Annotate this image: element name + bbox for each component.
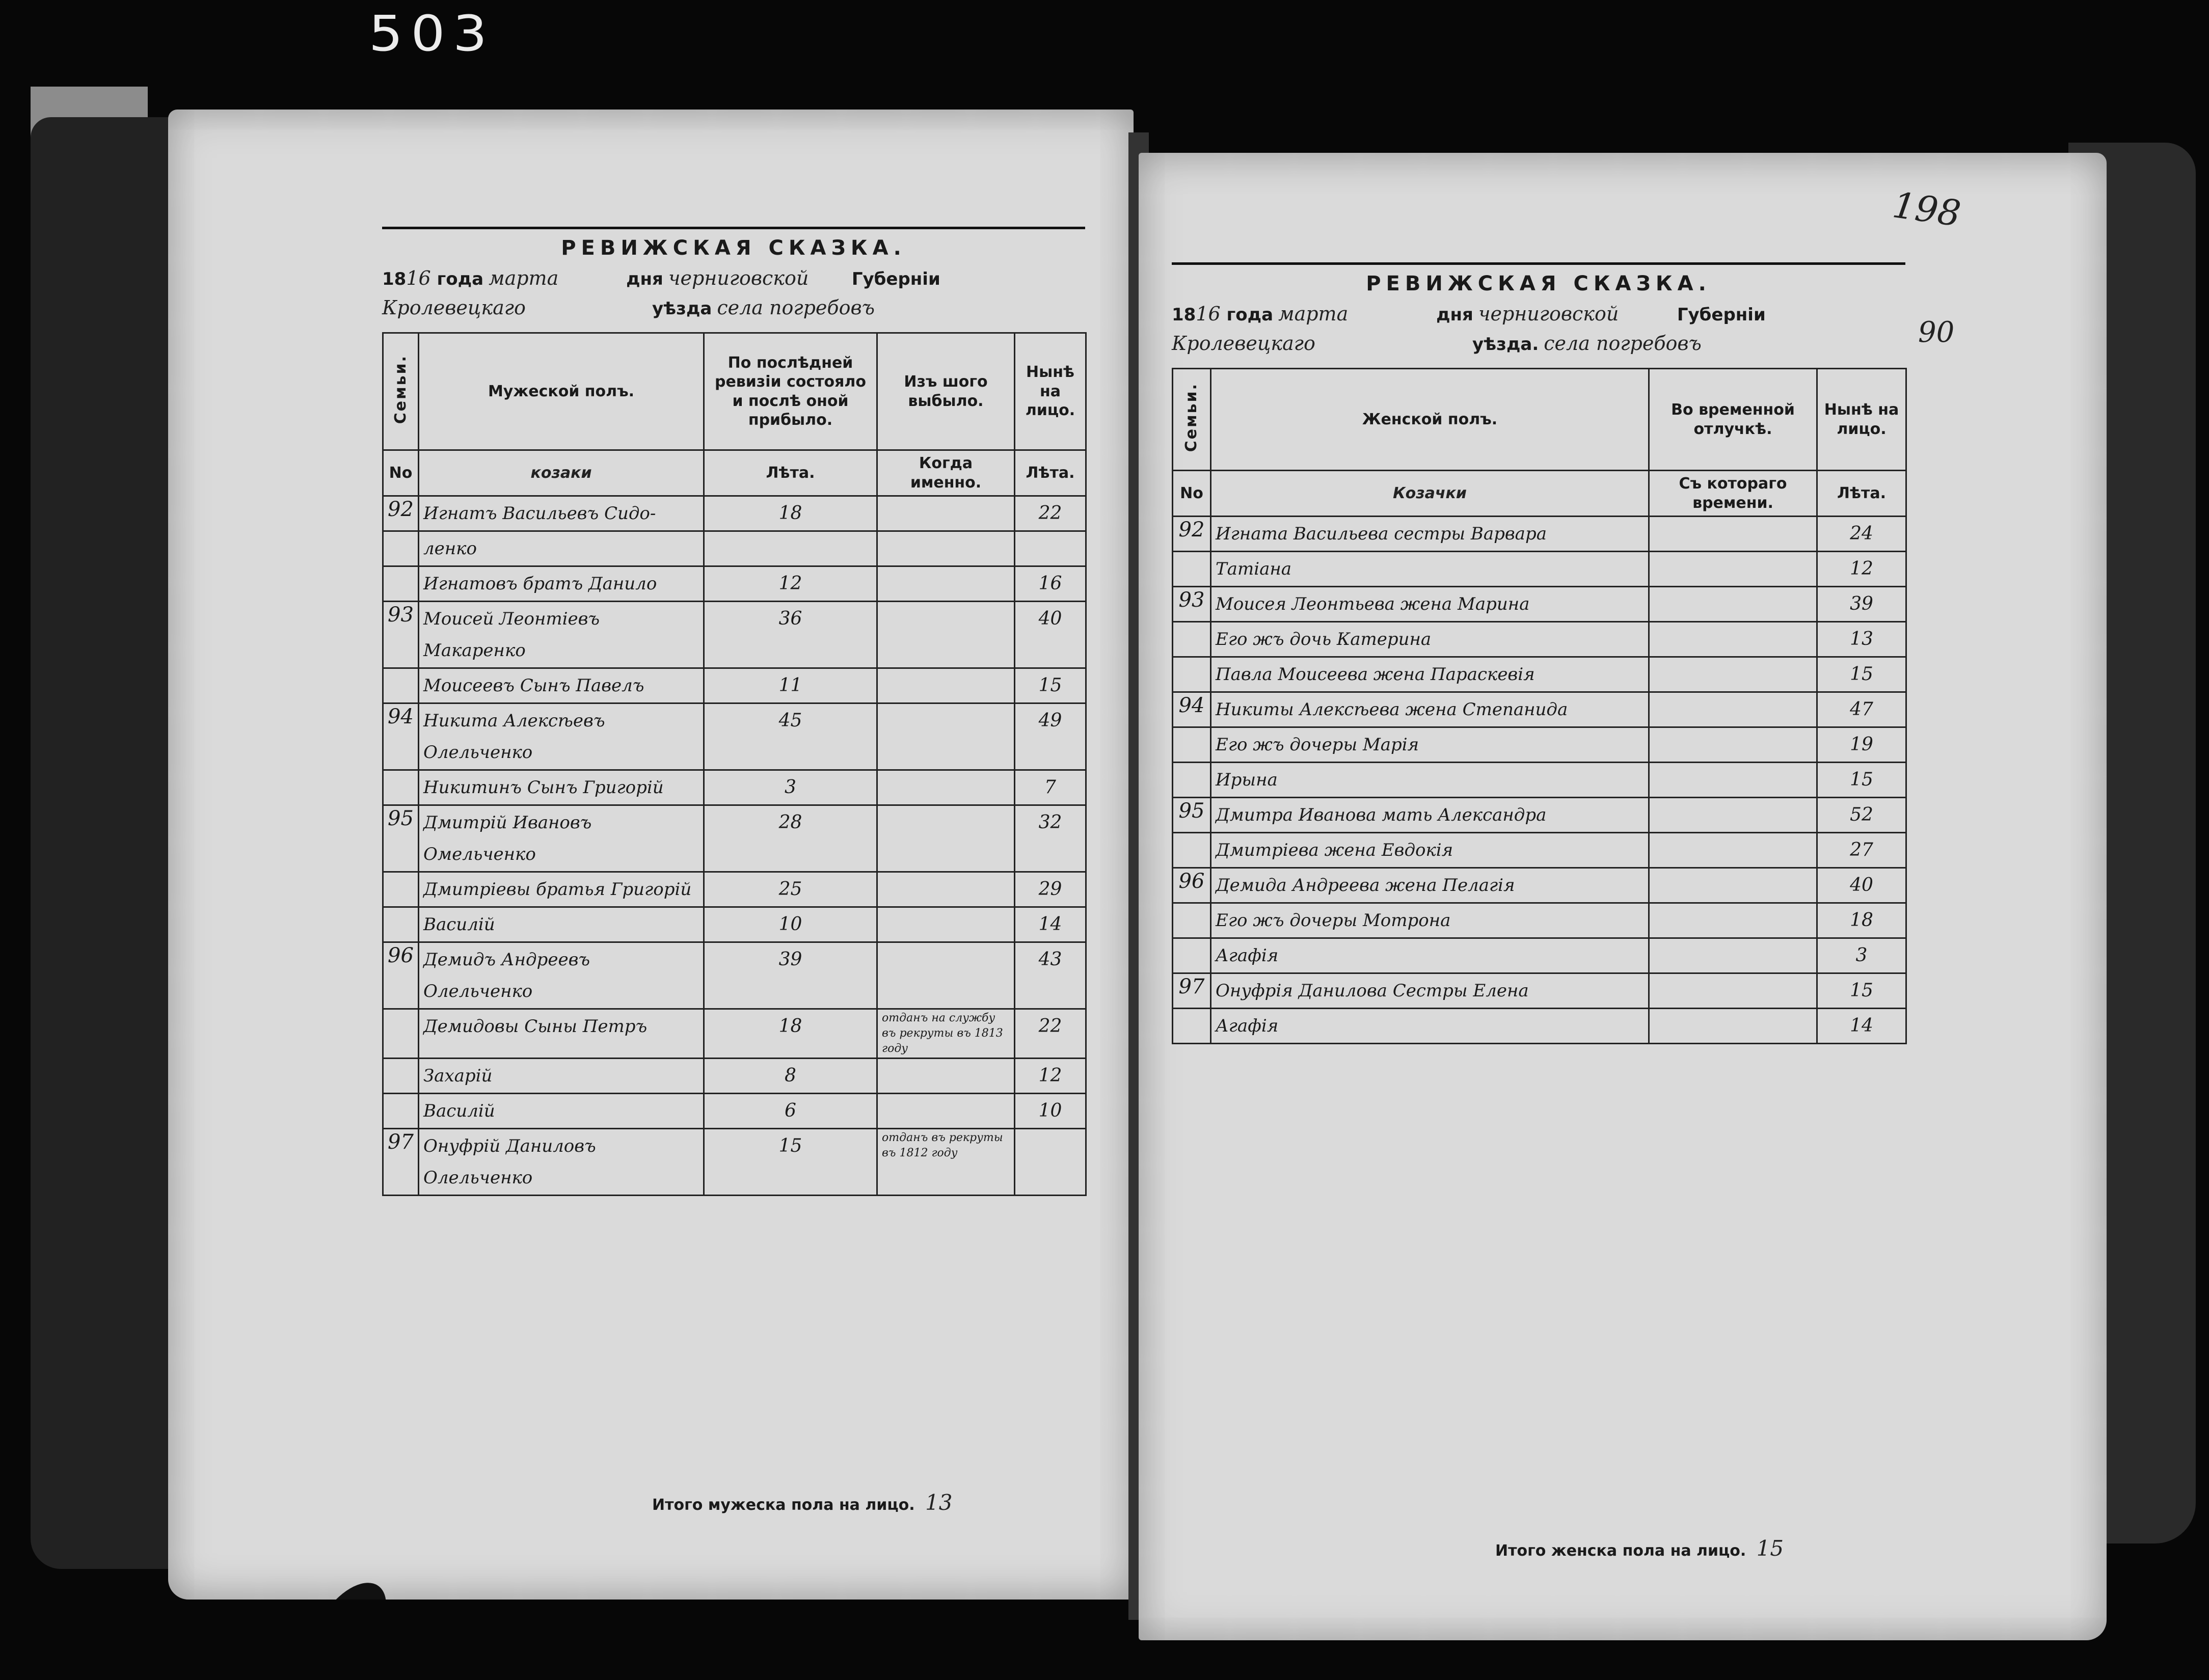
col-left: Изъ шого выбыло. bbox=[877, 333, 1015, 450]
right-footer-label: Итого женска пола на лицо. bbox=[1495, 1542, 1746, 1560]
village: села погребовъ bbox=[717, 296, 875, 319]
right-form-title: РЕВИЖСКАЯ СКАЗКА. bbox=[1366, 272, 1711, 295]
table-row: 93 Моисей Леонтіевъ Макаренко 36 40 bbox=[383, 602, 1086, 668]
col-now-sub: Лѣта. bbox=[1015, 450, 1086, 496]
table-row: Агафія 3 bbox=[1173, 938, 1906, 973]
table-row: 92 Игнатъ Васильевъ Сидо- 18 22 bbox=[383, 496, 1086, 531]
col-prev: По послѣдней ревизіи состояло и послѣ оной прибыло. bbox=[704, 333, 877, 450]
table-row: 94 Никиты Алексѣева жена Степанида 47 bbox=[1173, 692, 1906, 727]
margin-page-number: 90 bbox=[1918, 316, 1955, 349]
year-prefix: 18 bbox=[1172, 305, 1196, 325]
left-table bbox=[382, 332, 1087, 1196]
left-footer bbox=[652, 1490, 958, 1515]
right-table bbox=[1172, 368, 1907, 1044]
col-now: Нынѣ на лицо. bbox=[1015, 333, 1086, 450]
col-away: Во временной отлучкѣ. bbox=[1649, 369, 1817, 471]
col-gender: Мужеской полъ. bbox=[419, 333, 704, 450]
table-row: Никитинъ Сынъ Григорій 3 7 bbox=[383, 770, 1086, 805]
table-row: Ирына 15 bbox=[1173, 763, 1906, 798]
year-word: года bbox=[437, 269, 484, 289]
right-form bbox=[1172, 262, 1905, 1044]
table-row: 95 Дмитрій Ивановъ Омельченко 28 32 bbox=[383, 805, 1086, 872]
book-edge-left bbox=[31, 117, 183, 1569]
province-word: Губерніи bbox=[851, 269, 940, 289]
archive-number: 503 bbox=[368, 5, 495, 62]
cover-notch bbox=[297, 1570, 401, 1600]
col-estate: козаки bbox=[419, 450, 704, 496]
table-row: Татіана 12 bbox=[1173, 552, 1906, 587]
district: Кролевецкаго bbox=[1172, 332, 1315, 355]
col-now-sub: Лѣта. bbox=[1817, 471, 1906, 517]
right-place-line bbox=[1172, 332, 1905, 362]
day-word: дня bbox=[626, 269, 663, 289]
left-form-title: РЕВИЖСКАЯ СКАЗКА. bbox=[561, 236, 906, 260]
col-gender: Женской полъ. bbox=[1211, 369, 1649, 471]
table-row: Игнатовъ братъ Данило 12 16 bbox=[383, 566, 1086, 602]
top-rule bbox=[382, 227, 1085, 229]
village: села погребовъ bbox=[1544, 332, 1702, 355]
table-row: Павла Моисеева жена Параскевія 15 bbox=[1173, 657, 1906, 692]
table-row: Его жъ дочь Катерина 13 bbox=[1173, 622, 1906, 657]
left-page bbox=[168, 110, 1134, 1600]
table-row: 94 Никита Алексѣевъ Олельченко 45 49 bbox=[383, 703, 1086, 770]
table-row: 97 Онуфрій Даниловъ Олельченко 15 отданъ въ рекруты въ 1812 году bbox=[383, 1129, 1086, 1196]
table-row: Его жъ дочеры Марія 19 bbox=[1173, 727, 1906, 763]
right-footer-total: 15 bbox=[1756, 1536, 1784, 1561]
table-row: 96 Демида Андреева жена Пелагія 40 bbox=[1173, 868, 1906, 903]
left-form bbox=[382, 227, 1085, 1196]
district: Кролевецкаго bbox=[382, 296, 526, 319]
table-row: Василій 6 10 bbox=[383, 1094, 1086, 1129]
table-row: 96 Демидъ Андреевъ Олельченко 39 43 bbox=[383, 942, 1086, 1009]
col-no: No bbox=[383, 450, 419, 496]
table-row: ленко bbox=[383, 531, 1086, 566]
right-date-line bbox=[1172, 303, 1905, 332]
left-date-line bbox=[382, 267, 1085, 296]
right-page bbox=[1139, 153, 2107, 1640]
table-row: Моисеевъ Сынъ Павелъ 11 15 bbox=[383, 668, 1086, 703]
district-word: уѣзда. bbox=[1472, 334, 1539, 355]
province-word: Губерніи bbox=[1677, 305, 1766, 325]
month: марта bbox=[1278, 303, 1349, 325]
year-word: года bbox=[1226, 305, 1274, 325]
table-row: Агафія 14 bbox=[1173, 1009, 1906, 1044]
month: марта bbox=[489, 267, 559, 289]
col-prev-sub: Лѣта. bbox=[704, 450, 877, 496]
table-row: Дмитріева жена Евдокія 27 bbox=[1173, 833, 1906, 868]
year-suffix: 16 bbox=[1196, 303, 1221, 325]
col-away-sub: Съ котораго времени. bbox=[1649, 471, 1817, 517]
table-row: 97 Онуфрія Данилова Сестры Елена 15 bbox=[1173, 973, 1906, 1009]
col-family: Семьи. bbox=[383, 333, 419, 450]
col-left-sub: Когда именно. bbox=[877, 450, 1015, 496]
right-footer bbox=[1495, 1536, 1789, 1561]
year-suffix: 16 bbox=[406, 267, 431, 289]
district-word: уѣзда bbox=[652, 299, 712, 319]
table-row: 92 Игната Васильева сестры Варвара 24 bbox=[1173, 517, 1906, 552]
col-family: Семьи. bbox=[1173, 369, 1211, 471]
table-row: Дмитріевы братья Григорій 25 29 bbox=[383, 872, 1086, 907]
table-row: 93 Моисея Леонтьева жена Марина 39 bbox=[1173, 587, 1906, 622]
left-place-line bbox=[382, 296, 1085, 326]
left-footer-total: 13 bbox=[925, 1490, 953, 1515]
province: черниговской bbox=[1478, 303, 1619, 325]
table-row: Демидовы Сыны Петръ 18 отданъ на службу въ рекруты въ 1813 году 22 bbox=[383, 1009, 1086, 1059]
left-footer-label: Итого мужеска пола на лицо. bbox=[652, 1496, 915, 1514]
table-row: 95 Дмитра Иванова мать Александра 52 bbox=[1173, 798, 1906, 833]
province: черниговской bbox=[668, 267, 809, 289]
year-prefix: 18 bbox=[382, 269, 407, 289]
table-row: Его жъ дочеры Мотрона 18 bbox=[1173, 903, 1906, 938]
col-no: No bbox=[1173, 471, 1211, 517]
table-row: Захарій 8 12 bbox=[383, 1059, 1086, 1094]
table-row: Василій 10 14 bbox=[383, 907, 1086, 942]
col-now: Нынѣ на лицо. bbox=[1817, 369, 1906, 471]
day-word: дня bbox=[1436, 305, 1473, 325]
col-estate: Козачки bbox=[1211, 471, 1649, 517]
top-rule bbox=[1172, 262, 1905, 265]
corner-mark: 198 bbox=[1890, 184, 1963, 235]
